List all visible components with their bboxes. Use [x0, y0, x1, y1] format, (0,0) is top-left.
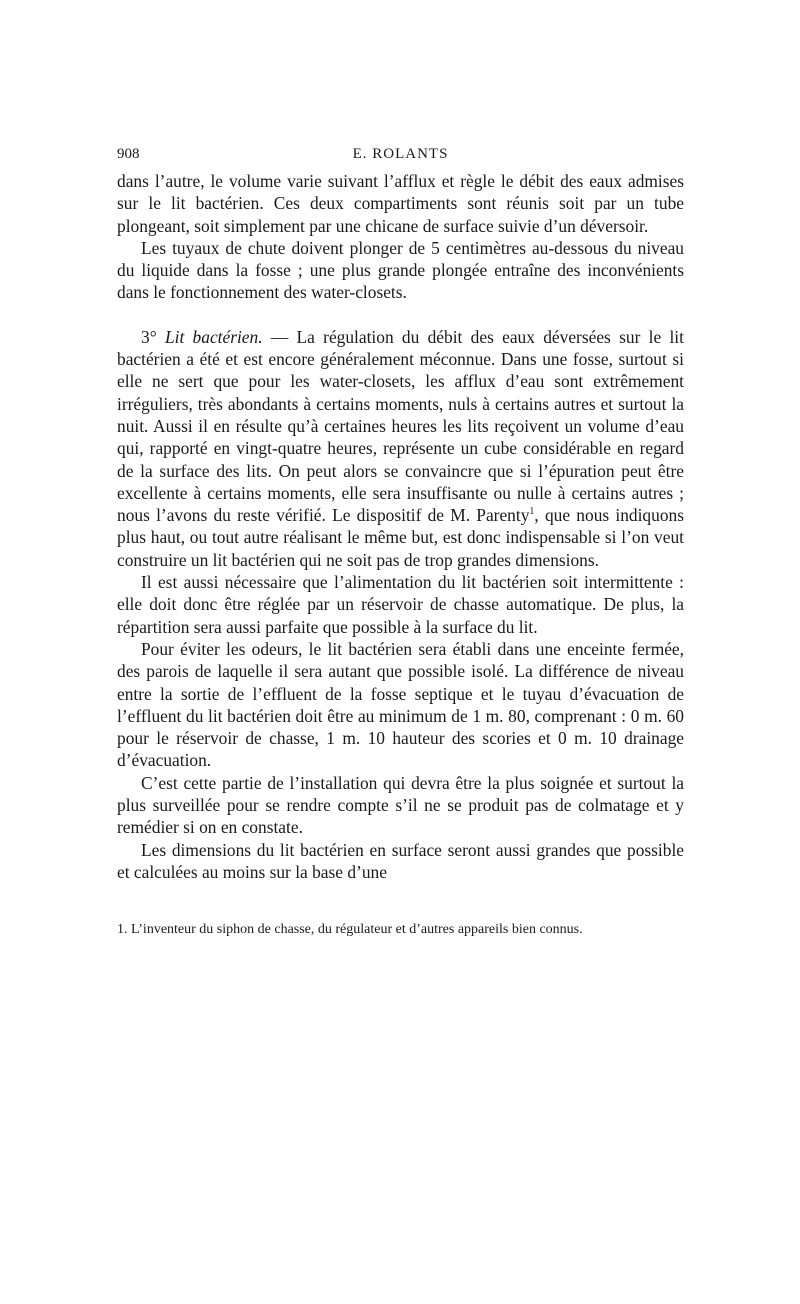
footnote — [117, 921, 684, 939]
paragraph-installation: C’est cette partie de l’installation qui devra être la plus soignée et surtout la plus surveillée pour se rendre compte s’il ne se produit pas de colmatage et y remédier si on en constate. — [117, 772, 684, 838]
paragraph-odeurs: Pour éviter les odeurs, le lit bactérien sera établi dans une enceinte fermée, des parois de laquelle il sera autant que possible isolé. La différence de niveau entre la sortie de l’effluent de la fosse septique et le tuyau d’évacuation de l’effluent du lit bactérien doit être au minimum de 1 m. 80, comprenant : 0 m. 60 pour le réservoir de chasse, 1 m. 10 hauteur des scories et 0 m. 10 drainage d’évacuation. — [117, 638, 684, 771]
page-header — [117, 140, 684, 170]
page-number: 908 — [117, 146, 140, 162]
footnote-reference: 1 — [529, 506, 535, 518]
paragraph-continuation: dans l’autre, le volume varie suivant l’afflux et règle le débit des eaux admises sur le lit bactérien. Ces deux compartiments sont réunis soit par un tube plongeant, soit simplement par une chicane de surface suivie d’un déversoir. — [117, 171, 684, 236]
paragraph-tuyaux-de-chute: Les tuyaux de chute doivent plonger de 5 centimètres au-dessous du niveau du liquide dans la fosse ; une plus grande plongée entraîne des inconvénients dans le fonctionnement des water-closets. — [117, 237, 684, 303]
running-title: E. ROLANTS — [352, 146, 449, 162]
book-page — [117, 140, 684, 939]
section-number: 3° — [141, 326, 157, 347]
paragraph-lit-bacterien — [117, 326, 684, 571]
footnote-number: 1. — [117, 922, 128, 938]
paragraph-alimentation: Il est aussi nécessaire que l’alimentation du lit bactérien soit intermittente : elle doit donc être réglée par un réservoir de chasse automatique. De plus, la répartition sera aussi parfaite que possible à la surface du lit. — [117, 572, 684, 637]
section-title: Lit bactérien. — [164, 326, 263, 347]
section-text-part-1: — La régulation du débit des eaux déversées sur le lit bactérien a été et est encore généralement méconnue. Dans une fosse, surtout si elle ne sert que pour les water-closets, les afflux d’eau sont extrêmement irréguliers, très abondants à certains moments, nuls à certains autres et surtout la nuit. Aussi il en résulte qu’à certaines heures les lits reçoivent un volume d’eau qui, rapporté en vingt-quatre heures, représente un cube considérable en regard de la surface des lits. On peut alors se convaincre que si l’épuration peut être excellente à certains moments, elle sera insuffisante ou nulle à certains autres ; nous l’avons du reste vérifié. Le dispositif de M. Parenty — [117, 326, 684, 526]
paragraph-dimensions: Les dimensions du lit bactérien en surface seront aussi grandes que possible et calculées au moins sur la base d’une — [117, 839, 684, 882]
footnote-text: L’inventeur du siphon de chasse, du régulateur et d’autres appareils bien connus. — [127, 922, 583, 938]
section-text-part-2: , que nous indiquons plus haut, ou tout autre réalisant le même but, est donc indispensable si l’on veut construire un lit bactérien qui ne soit pas de trop grandes dimensions. — [117, 505, 684, 570]
body-text — [117, 170, 684, 883]
